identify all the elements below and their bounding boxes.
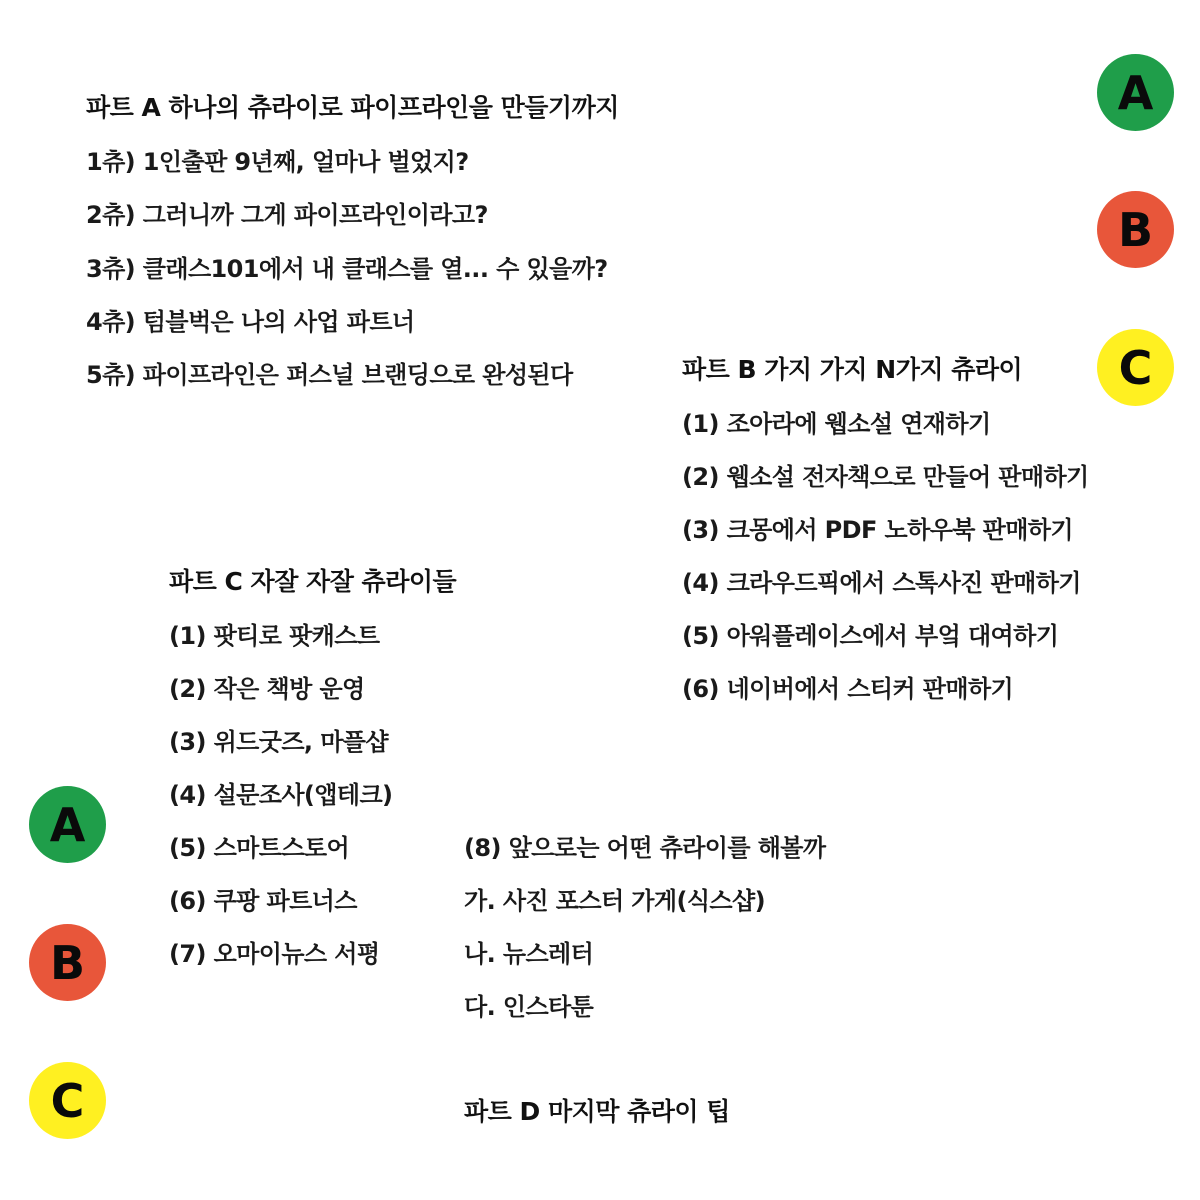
badge-a-bottom: A xyxy=(29,786,106,863)
part-a-item-1: 1츄) 1인출판 9년째, 얼마나 벌었지? xyxy=(86,148,469,176)
part-c-item-7: (7) 오마이뉴스 서평 xyxy=(169,940,380,968)
part-c-item-6: (6) 쿠팡 파트너스 xyxy=(169,887,357,915)
part-c-future-heading: (8) 앞으로는 어떤 츄라이를 해볼까 xyxy=(464,834,826,862)
part-c-future-item-3: 다. 인스타툰 xyxy=(464,993,594,1021)
part-a-item-2: 2츄) 그러니까 그게 파이프라인이라고? xyxy=(86,201,488,229)
part-c-title: 파트 C 자잘 자잘 츄라이들 xyxy=(169,567,457,596)
badge-a-top: A xyxy=(1097,54,1174,131)
part-b-item-3: (3) 크몽에서 PDF 노하우북 판매하기 xyxy=(682,516,1073,544)
part-d-title: 파트 D 마지막 츄라이 팁 xyxy=(464,1097,730,1126)
part-a-title: 파트 A 하나의 츄라이로 파이프라인을 만들기까지 xyxy=(86,93,619,122)
part-b-title: 파트 B 가지 가지 N가지 츄라이 xyxy=(682,355,1023,384)
part-a-item-4: 4츄) 텀블벅은 나의 사업 파트너 xyxy=(86,308,415,336)
badge-b-bottom: B xyxy=(29,924,106,1001)
part-c-item-5: (5) 스마트스토어 xyxy=(169,834,350,862)
part-c-future-item-1: 가. 사진 포스터 가게(식스샵) xyxy=(464,887,765,915)
part-c-item-3: (3) 위드굿즈, 마플샵 xyxy=(169,728,388,756)
part-b-item-4: (4) 크라우드픽에서 스톡사진 판매하기 xyxy=(682,569,1081,597)
part-c-item-4: (4) 설문조사(앱테크) xyxy=(169,781,393,809)
part-b-item-1: (1) 조아라에 웹소설 연재하기 xyxy=(682,410,991,438)
part-a-item-5: 5츄) 파이프라인은 퍼스널 브랜딩으로 완성된다 xyxy=(86,361,573,389)
badge-b-top: B xyxy=(1097,191,1174,268)
part-c-item-1: (1) 팟티로 팟캐스트 xyxy=(169,622,380,650)
part-c-item-2: (2) 작은 책방 운영 xyxy=(169,675,365,703)
part-b-item-6: (6) 네이버에서 스티커 판매하기 xyxy=(682,675,1014,703)
part-b-item-5: (5) 아워플레이스에서 부엌 대여하기 xyxy=(682,622,1059,650)
badge-c-top: C xyxy=(1097,329,1174,406)
part-a-item-3: 3츄) 클래스101에서 내 클래스를 열... 수 있을까? xyxy=(86,255,608,283)
badge-c-bottom: C xyxy=(29,1062,106,1139)
part-b-item-2: (2) 웹소설 전자책으로 만들어 판매하기 xyxy=(682,463,1089,491)
part-c-future-item-2: 나. 뉴스레터 xyxy=(464,940,594,968)
